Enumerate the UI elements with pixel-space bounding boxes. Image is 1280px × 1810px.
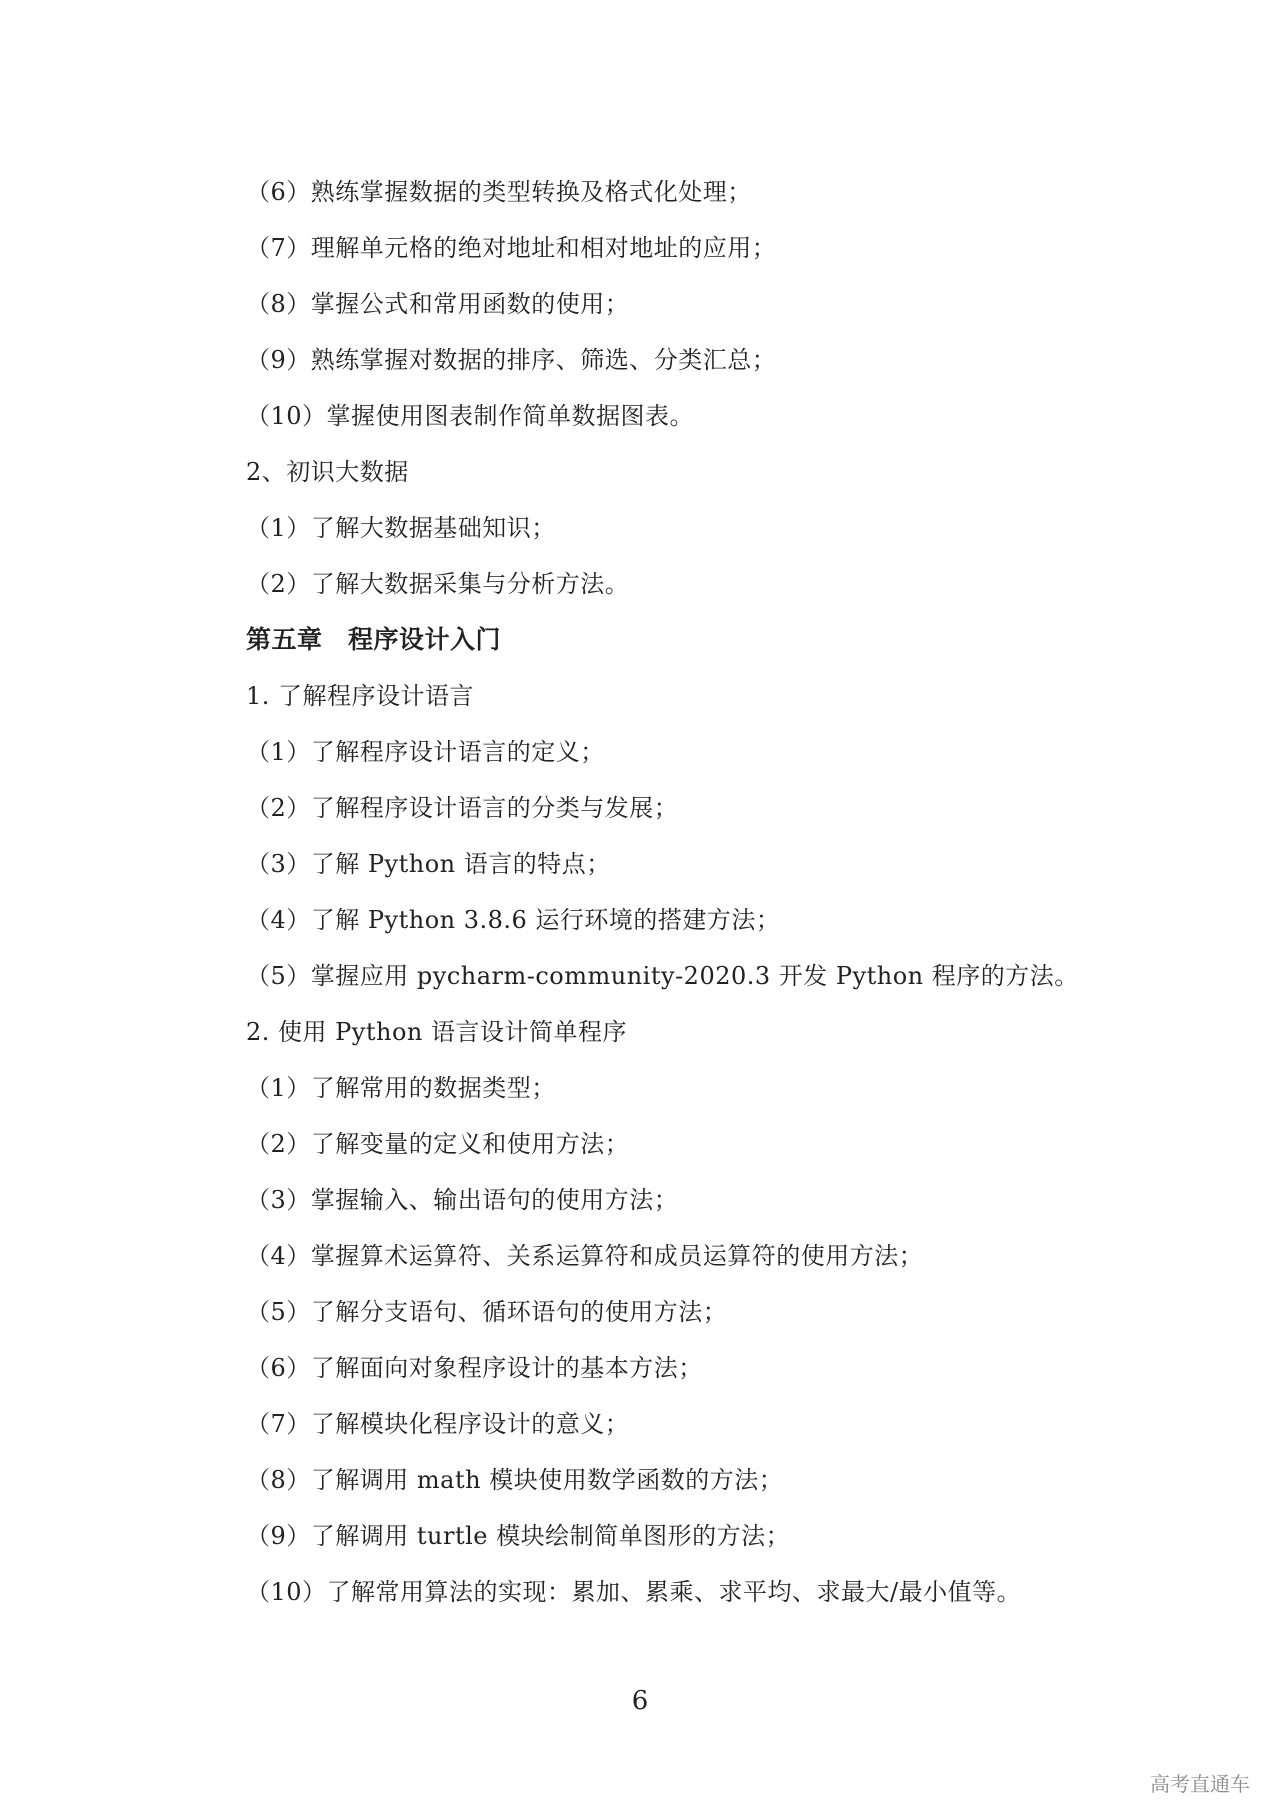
- list-item: （1）了解常用的数据类型；: [246, 1074, 556, 1102]
- list-item: （1）了解大数据基础知识；: [246, 514, 556, 542]
- list-item: （3）掌握输入、输出语句的使用方法；: [246, 1186, 679, 1214]
- list-item: （6）了解面向对象程序设计的基本方法；: [246, 1354, 703, 1382]
- section-title: 2. 使用 Python 语言设计简单程序: [246, 1018, 627, 1046]
- list-item: （9）熟练掌握对数据的排序、筛选、分类汇总；: [246, 346, 777, 374]
- list-item: （5）掌握应用 pycharm-community-2020.3 开发 Python 程序的方法。: [246, 962, 1079, 990]
- list-item: （2）了解程序设计语言的分类与发展；: [246, 794, 679, 822]
- list-item: （7）理解单元格的绝对地址和相对地址的应用；: [246, 234, 777, 262]
- document-body: [246, 170, 1206, 1626]
- list-item: （9）了解调用 turtle 模块绘制简单图形的方法；: [246, 1522, 791, 1550]
- page-number: 6: [631, 1686, 649, 1716]
- list-item: （6）熟练掌握数据的类型转换及格式化处理；: [246, 178, 752, 206]
- list-item: （8）了解调用 math 模块使用数学函数的方法；: [246, 1466, 784, 1494]
- list-item: （2）了解变量的定义和使用方法；: [246, 1130, 630, 1158]
- chapter-heading: 第五章 程序设计入门: [246, 625, 502, 654]
- list-item: （4）掌握算术运算符、关系运算符和成员运算符的使用方法；: [246, 1242, 924, 1270]
- list-item: （8）掌握公式和常用函数的使用；: [246, 290, 630, 318]
- list-item: （10）掌握使用图表制作简单数据图表。: [246, 402, 695, 430]
- watermark: 高考直通车: [1150, 1772, 1250, 1796]
- list-item: （1）了解程序设计语言的定义；: [246, 738, 605, 766]
- section-title: 2、初识大数据: [246, 458, 409, 486]
- list-item: （2）了解大数据采集与分析方法。: [246, 570, 630, 598]
- list-item: （4）了解 Python 3.8.6 运行环境的搭建方法；: [246, 906, 781, 934]
- list-item: （5）了解分支语句、循环语句的使用方法；: [246, 1298, 728, 1326]
- list-item: （10）了解常用算法的实现：累加、累乘、求平均、求最大/最小值等。: [246, 1578, 1022, 1606]
- list-item: （7）了解模块化程序设计的意义；: [246, 1410, 630, 1438]
- list-item: （3）了解 Python 语言的特点；: [246, 850, 611, 878]
- section-title: 1. 了解程序设计语言: [246, 682, 475, 710]
